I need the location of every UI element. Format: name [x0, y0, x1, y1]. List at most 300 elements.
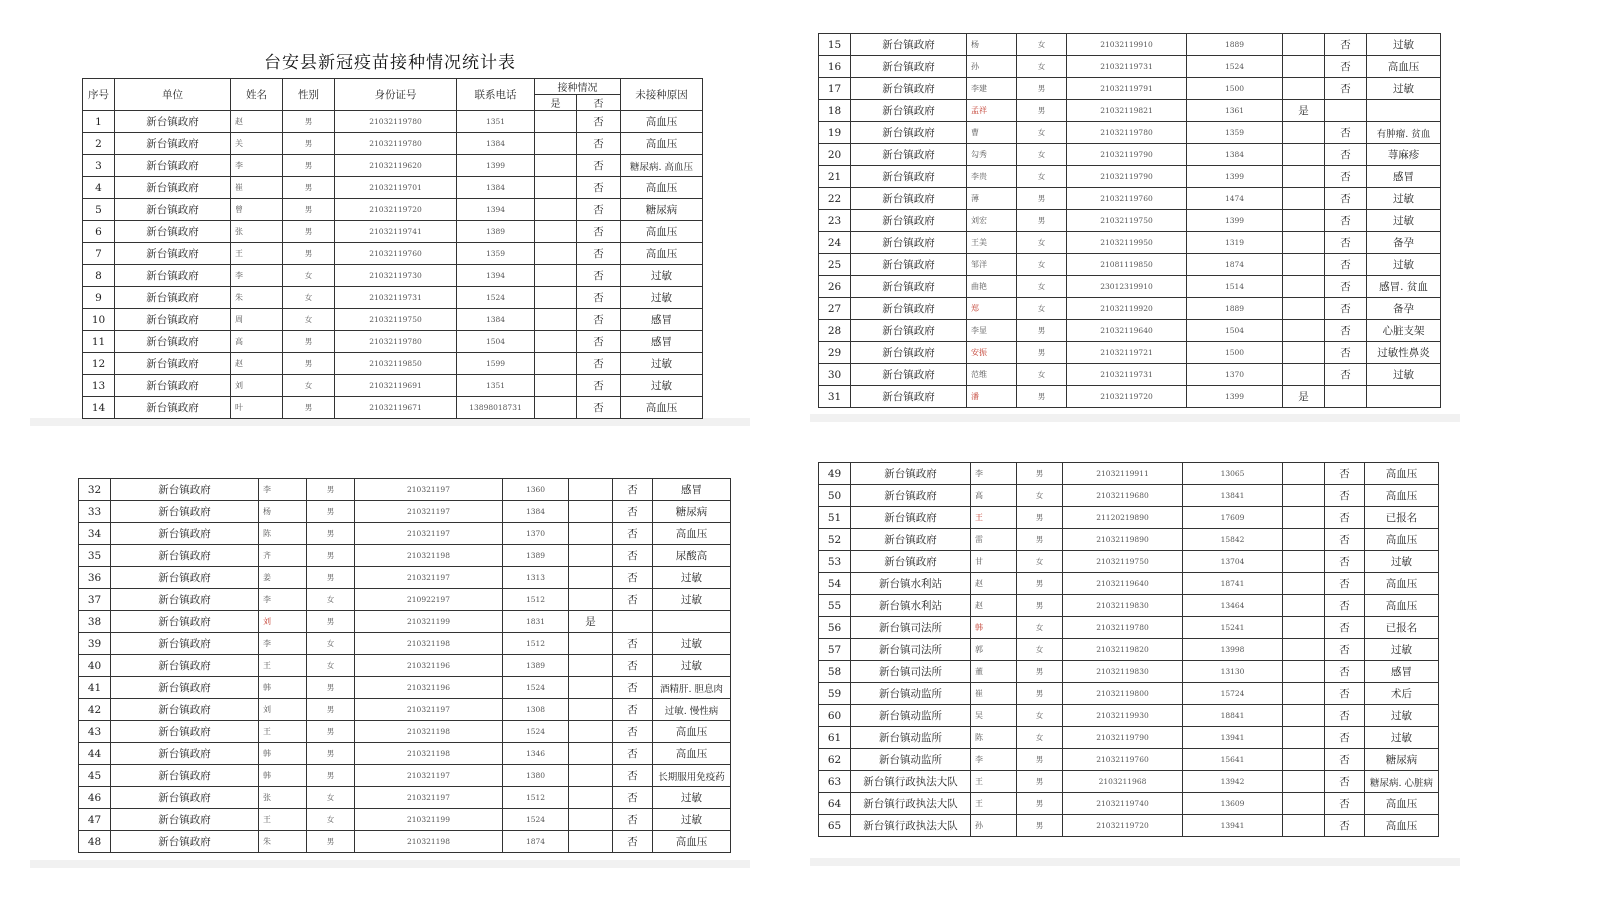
- cell-name: 勾秀: [967, 144, 1017, 166]
- cell-vaccinated-no: 否: [1325, 166, 1367, 188]
- cell-vaccinated-no: 否: [1325, 276, 1367, 298]
- cell-seq: 64: [819, 793, 851, 815]
- cell-reason: 高血压: [621, 111, 703, 133]
- cell-seq: 3: [83, 155, 115, 177]
- cell-name: 叶: [231, 397, 283, 419]
- cell-id-number: 21032119720: [335, 199, 457, 221]
- table-row: [819, 232, 1441, 254]
- cell-reason: 术后: [1365, 683, 1439, 705]
- cell-phone: 13941: [1183, 727, 1283, 749]
- cell-phone: 15241: [1183, 617, 1283, 639]
- cell-reason: 过敏: [1367, 254, 1441, 276]
- cell-reason: 高血压: [653, 523, 731, 545]
- cell-id-number: 21032119790: [1067, 144, 1187, 166]
- cell-vaccinated-yes: [1283, 507, 1325, 529]
- cell-vaccinated-yes: [1283, 144, 1325, 166]
- cell-vaccinated-no: 否: [1325, 815, 1365, 837]
- cell-unit: 新台镇政府: [111, 545, 259, 567]
- table-row: [819, 298, 1441, 320]
- cell-phone: 1351: [457, 111, 535, 133]
- cell-vaccinated-no: 否: [613, 523, 653, 545]
- cell-reason: 高血压: [1365, 595, 1439, 617]
- cell-gender: 女: [1017, 485, 1063, 507]
- cell-gender: 女: [283, 287, 335, 309]
- table-row: [83, 287, 703, 309]
- cell-name: 曲艳: [967, 276, 1017, 298]
- cell-vaccinated-no: 否: [577, 111, 621, 133]
- cell-phone: 1319: [1187, 232, 1283, 254]
- cell-id-number: 210321196: [355, 655, 503, 677]
- cell-gender: 女: [283, 375, 335, 397]
- table-row: [819, 507, 1439, 529]
- cell-unit: 新台镇政府: [851, 100, 967, 122]
- cell-gender: 男: [1017, 815, 1063, 837]
- cell-id-number: 21032119731: [1067, 364, 1187, 386]
- cell-vaccinated-no: 否: [1325, 342, 1367, 364]
- cell-vaccinated-no: 否: [577, 221, 621, 243]
- cell-gender: 男: [1017, 507, 1063, 529]
- cell-seq: 15: [819, 34, 851, 56]
- cell-gender: 女: [1017, 56, 1067, 78]
- cell-seq: 9: [83, 287, 115, 309]
- cell-id-number: 210321198: [355, 721, 503, 743]
- cell-reason: 高血压: [653, 831, 731, 853]
- cell-unit: 新台镇政府: [111, 611, 259, 633]
- cell-reason: 过敏: [653, 567, 731, 589]
- cell-name: 李贵: [967, 166, 1017, 188]
- cell-unit: 新台镇政府: [115, 221, 231, 243]
- cell-vaccinated-no: 否: [1325, 485, 1365, 507]
- cell-name: 李: [231, 155, 283, 177]
- cell-unit: 新台镇水利站: [851, 595, 971, 617]
- cell-unit: 新台镇政府: [115, 375, 231, 397]
- cell-name: 杨: [259, 501, 307, 523]
- cell-vaccinated-yes: [535, 397, 577, 419]
- cell-name: 高: [231, 331, 283, 353]
- cell-gender: 男: [307, 479, 355, 501]
- cell-vaccinated-yes: [1283, 749, 1325, 771]
- cell-id-number: 210321197: [355, 479, 503, 501]
- cell-reason: 高血压: [1365, 573, 1439, 595]
- cell-reason: 高血压: [1367, 56, 1441, 78]
- cell-id-number: 21032119760: [1063, 749, 1183, 771]
- cell-id-number: 21032119830: [1063, 661, 1183, 683]
- cell-vaccinated-yes: [1283, 232, 1325, 254]
- table-row: [79, 655, 731, 677]
- cell-gender: 男: [1017, 529, 1063, 551]
- cell-id-number: 21032119680: [1063, 485, 1183, 507]
- cell-unit: 新台镇水利站: [851, 573, 971, 595]
- cell-vaccinated-no: 否: [577, 397, 621, 419]
- cell-phone: 1394: [457, 265, 535, 287]
- cell-vaccinated-no: 否: [1325, 705, 1365, 727]
- cell-name: 王: [971, 507, 1017, 529]
- cell-name: 赵: [971, 595, 1017, 617]
- table-row: [819, 639, 1439, 661]
- cell-vaccinated-no: 否: [577, 287, 621, 309]
- cell-name: 张: [259, 787, 307, 809]
- cell-gender: 男: [1017, 749, 1063, 771]
- cell-seq: 11: [83, 331, 115, 353]
- cell-vaccinated-yes: [535, 111, 577, 133]
- cell-id-number: 21032119691: [335, 375, 457, 397]
- cell-seq: 23: [819, 210, 851, 232]
- cell-name: 薄: [967, 188, 1017, 210]
- cell-name: 潘: [967, 386, 1017, 408]
- cell-gender: 男: [283, 353, 335, 375]
- cell-vaccinated-yes: [1283, 595, 1325, 617]
- cell-seq: 35: [79, 545, 111, 567]
- cell-gender: 女: [1017, 617, 1063, 639]
- cell-name: 王: [259, 809, 307, 831]
- cell-vaccinated-no: 否: [613, 787, 653, 809]
- cell-reason: 已报名: [1365, 617, 1439, 639]
- cell-vaccinated-yes: 是: [1283, 386, 1325, 408]
- cell-vaccinated-yes: [1283, 342, 1325, 364]
- cell-vaccinated-yes: [569, 831, 613, 853]
- cell-unit: 新台镇政府: [851, 188, 967, 210]
- table-row: [819, 254, 1441, 276]
- cell-gender: 女: [1017, 551, 1063, 573]
- cell-seq: 17: [819, 78, 851, 100]
- cell-reason: 备孕: [1367, 298, 1441, 320]
- cell-id-number: 21032119780: [1063, 617, 1183, 639]
- cell-vaccinated-yes: [569, 523, 613, 545]
- cell-vaccinated-yes: [569, 589, 613, 611]
- cell-name: 李: [971, 749, 1017, 771]
- cell-reason: 过敏: [621, 265, 703, 287]
- cell-seq: 38: [79, 611, 111, 633]
- cell-seq: 5: [83, 199, 115, 221]
- cell-vaccinated-no: 否: [1325, 507, 1365, 529]
- cell-name: 范维: [967, 364, 1017, 386]
- cell-unit: 新台镇政府: [851, 364, 967, 386]
- cell-seq: 59: [819, 683, 851, 705]
- cell-id-number: 21032119790: [1067, 166, 1187, 188]
- cell-vaccinated-yes: [1283, 793, 1325, 815]
- cell-vaccinated-yes: [535, 177, 577, 199]
- cell-name: 王美: [967, 232, 1017, 254]
- cell-unit: 新台镇动监所: [851, 749, 971, 771]
- cell-gender: 男: [1017, 210, 1067, 232]
- table-row: [819, 485, 1439, 507]
- cell-seq: 6: [83, 221, 115, 243]
- cell-unit: 新台镇政府: [851, 56, 967, 78]
- cell-reason: 过敏: [1367, 78, 1441, 100]
- cell-seq: 44: [79, 743, 111, 765]
- cell-phone: 1384: [1187, 144, 1283, 166]
- cell-phone: 1370: [1187, 364, 1283, 386]
- cell-name: 安振: [967, 342, 1017, 364]
- cell-id-number: 21032119750: [1063, 551, 1183, 573]
- table-row: [819, 705, 1439, 727]
- cell-vaccinated-no: 否: [577, 353, 621, 375]
- cell-phone: 13464: [1183, 595, 1283, 617]
- cell-id-number: 21032119950: [1067, 232, 1187, 254]
- table-row: [83, 243, 703, 265]
- cell-reason: 过敏: [1365, 551, 1439, 573]
- cell-id-number: 21032119720: [1067, 386, 1187, 408]
- cell-id-number: 210321196: [355, 677, 503, 699]
- cell-id-number: 21032119930: [1063, 705, 1183, 727]
- cell-gender: 男: [307, 501, 355, 523]
- header-unit: 单位: [115, 79, 231, 111]
- cell-phone: 1361: [1187, 100, 1283, 122]
- table-row: [79, 523, 731, 545]
- table-row: [79, 567, 731, 589]
- cell-seq: 36: [79, 567, 111, 589]
- cell-name: 孙: [971, 815, 1017, 837]
- cell-unit: 新台镇政府: [111, 567, 259, 589]
- cell-vaccinated-no: 否: [613, 831, 653, 853]
- cell-gender: 男: [307, 831, 355, 853]
- cell-reason: 过敏: [1367, 210, 1441, 232]
- cell-id-number: 21032119640: [1063, 573, 1183, 595]
- cell-vaccinated-no: 否: [613, 633, 653, 655]
- table-row: [79, 765, 731, 787]
- cell-unit: 新台镇政府: [115, 199, 231, 221]
- cell-id-number: 210321199: [355, 809, 503, 831]
- cell-reason: 过敏: [653, 633, 731, 655]
- cell-id-number: 21032119760: [1067, 188, 1187, 210]
- cell-unit: 新台镇政府: [851, 507, 971, 529]
- cell-name: 李: [259, 633, 307, 655]
- cell-gender: 女: [1017, 727, 1063, 749]
- cell-unit: 新台镇政府: [851, 463, 971, 485]
- cell-vaccinated-no: [613, 611, 653, 633]
- cell-gender: 男: [283, 221, 335, 243]
- cell-seq: 1: [83, 111, 115, 133]
- cell-reason: 高血压: [1365, 463, 1439, 485]
- cell-reason: 过敏: [1367, 188, 1441, 210]
- cell-vaccinated-yes: [1283, 485, 1325, 507]
- cell-reason: 过敏: [653, 809, 731, 831]
- cell-vaccinated-yes: [535, 221, 577, 243]
- cell-gender: 女: [1017, 705, 1063, 727]
- cell-seq: 14: [83, 397, 115, 419]
- table-row: [79, 633, 731, 655]
- table-row: [819, 793, 1439, 815]
- cell-gender: 男: [283, 133, 335, 155]
- cell-seq: 60: [819, 705, 851, 727]
- cell-phone: 18841: [1183, 705, 1283, 727]
- cell-seq: 52: [819, 529, 851, 551]
- cell-unit: 新台镇行政执法大队: [851, 771, 971, 793]
- table-row: [83, 177, 703, 199]
- table-page-4: [818, 462, 1439, 837]
- cell-id-number: 210321199: [355, 611, 503, 633]
- cell-reason: 糖尿病: [621, 199, 703, 221]
- cell-vaccinated-yes: [569, 787, 613, 809]
- cell-gender: 男: [1017, 342, 1067, 364]
- cell-vaccinated-no: 否: [1325, 639, 1365, 661]
- cell-reason: 高血压: [653, 721, 731, 743]
- cell-phone: 1500: [1187, 342, 1283, 364]
- cell-gender: 女: [1017, 364, 1067, 386]
- cell-name: 李: [231, 265, 283, 287]
- cell-name: 王: [231, 243, 283, 265]
- cell-seq: 43: [79, 721, 111, 743]
- cell-unit: 新台镇政府: [851, 232, 967, 254]
- cell-reason: 过敏: [1367, 34, 1441, 56]
- page-shadow: [810, 414, 1460, 422]
- cell-id-number: 21032119780: [335, 133, 457, 155]
- cell-vaccinated-no: 否: [613, 545, 653, 567]
- cell-seq: 41: [79, 677, 111, 699]
- cell-vaccinated-no: 否: [1325, 771, 1365, 793]
- cell-id-number: 21032119911: [1063, 463, 1183, 485]
- cell-vaccinated-no: 否: [577, 155, 621, 177]
- cell-phone: 1889: [1187, 34, 1283, 56]
- table-row: [83, 375, 703, 397]
- cell-id-number: 210321198: [355, 633, 503, 655]
- table-row: [819, 617, 1439, 639]
- cell-name: 姜: [259, 567, 307, 589]
- cell-vaccinated-no: 否: [1325, 595, 1365, 617]
- cell-id-number: 21032119750: [1067, 210, 1187, 232]
- cell-seq: 40: [79, 655, 111, 677]
- cell-id-number: 210922197: [355, 589, 503, 611]
- cell-vaccinated-yes: [1283, 364, 1325, 386]
- header-reason: 未接种原因: [621, 79, 703, 111]
- cell-phone: 1474: [1187, 188, 1283, 210]
- cell-gender: 男: [307, 677, 355, 699]
- cell-vaccinated-no: 否: [1325, 188, 1367, 210]
- cell-unit: 新台镇司法所: [851, 617, 971, 639]
- cell-id-number: 21081119850: [1067, 254, 1187, 276]
- table-row: [83, 155, 703, 177]
- cell-unit: 新台镇政府: [111, 699, 259, 721]
- cell-vaccinated-no: 否: [577, 133, 621, 155]
- cell-vaccinated-no: 否: [613, 655, 653, 677]
- cell-gender: 男: [307, 611, 355, 633]
- cell-vaccinated-yes: [1283, 727, 1325, 749]
- cell-id-number: 21032119800: [1063, 683, 1183, 705]
- cell-name: 曾: [231, 199, 283, 221]
- cell-vaccinated-no: 否: [613, 567, 653, 589]
- cell-vaccinated-no: 否: [613, 765, 653, 787]
- cell-phone: 1512: [503, 589, 569, 611]
- cell-phone: 15724: [1183, 683, 1283, 705]
- cell-id-number: 210321197: [355, 567, 503, 589]
- cell-reason: 过敏: [1365, 639, 1439, 661]
- cell-reason: 心脏支架: [1367, 320, 1441, 342]
- table-row: [819, 815, 1439, 837]
- cell-vaccinated-no: 否: [1325, 232, 1367, 254]
- cell-name: 韩: [971, 617, 1017, 639]
- cell-phone: 13609: [1183, 793, 1283, 815]
- cell-id-number: 210321197: [355, 765, 503, 787]
- cell-name: 李建: [967, 78, 1017, 100]
- page-shadow: [810, 858, 1460, 866]
- cell-reason: 高血压: [621, 243, 703, 265]
- cell-seq: 21: [819, 166, 851, 188]
- table-row: [819, 771, 1439, 793]
- cell-vaccinated-no: 否: [613, 699, 653, 721]
- cell-vaccinated-no: 否: [577, 265, 621, 287]
- table-row: [83, 199, 703, 221]
- table-row: [83, 331, 703, 353]
- cell-id-number: 21032119671: [335, 397, 457, 419]
- cell-gender: 男: [283, 331, 335, 353]
- cell-id-number: 21032119760: [335, 243, 457, 265]
- cell-seq: 50: [819, 485, 851, 507]
- cell-vaccinated-yes: [1283, 771, 1325, 793]
- cell-phone: 18741: [1183, 573, 1283, 595]
- cell-unit: 新台镇政府: [851, 298, 967, 320]
- cell-vaccinated-yes: [535, 353, 577, 375]
- cell-phone: 13841: [1183, 485, 1283, 507]
- cell-name: 李: [971, 463, 1017, 485]
- cell-seq: 46: [79, 787, 111, 809]
- cell-phone: 1524: [1187, 56, 1283, 78]
- cell-reason: 感冒: [1365, 661, 1439, 683]
- cell-seq: 2: [83, 133, 115, 155]
- cell-name: 吴: [971, 705, 1017, 727]
- cell-gender: 女: [283, 265, 335, 287]
- cell-name: 王: [971, 793, 1017, 815]
- cell-unit: 新台镇政府: [115, 265, 231, 287]
- cell-phone: 1384: [503, 501, 569, 523]
- cell-phone: 1389: [457, 221, 535, 243]
- cell-vaccinated-yes: [535, 309, 577, 331]
- cell-seq: 48: [79, 831, 111, 853]
- cell-reason: 糖尿病: [653, 501, 731, 523]
- cell-phone: 1346: [503, 743, 569, 765]
- cell-id-number: 21032119731: [335, 287, 457, 309]
- cell-name: 赵: [231, 353, 283, 375]
- cell-name: 王: [259, 721, 307, 743]
- cell-vaccinated-yes: [535, 155, 577, 177]
- cell-name: 朱: [259, 831, 307, 853]
- cell-unit: 新台镇动监所: [851, 683, 971, 705]
- cell-reason: 感冒: [653, 479, 731, 501]
- cell-phone: 13998: [1183, 639, 1283, 661]
- table-row: [83, 353, 703, 375]
- cell-vaccinated-no: 否: [577, 243, 621, 265]
- cell-phone: 1500: [1187, 78, 1283, 100]
- cell-unit: 新台镇政府: [851, 166, 967, 188]
- cell-vaccinated-no: 否: [1325, 34, 1367, 56]
- cell-seq: 33: [79, 501, 111, 523]
- cell-reason: [1367, 100, 1441, 122]
- cell-unit: 新台镇政府: [851, 144, 967, 166]
- cell-gender: 男: [1017, 771, 1063, 793]
- cell-vaccinated-no: 否: [1325, 661, 1365, 683]
- cell-phone: 1384: [457, 177, 535, 199]
- cell-name: 孟祥: [967, 100, 1017, 122]
- cell-seq: 39: [79, 633, 111, 655]
- table-row: [83, 309, 703, 331]
- cell-vaccinated-yes: [569, 479, 613, 501]
- cell-name: 雷: [971, 529, 1017, 551]
- cell-name: 韩: [259, 677, 307, 699]
- cell-unit: 新台镇政府: [851, 254, 967, 276]
- cell-id-number: 21032119701: [335, 177, 457, 199]
- cell-seq: 4: [83, 177, 115, 199]
- cell-phone: 1394: [457, 199, 535, 221]
- cell-id-number: 21032119850: [335, 353, 457, 375]
- cell-unit: 新台镇政府: [851, 210, 967, 232]
- cell-vaccinated-no: 否: [613, 809, 653, 831]
- cell-id-number: 210321197: [355, 787, 503, 809]
- cell-unit: 新台镇政府: [111, 501, 259, 523]
- cell-vaccinated-no: 否: [577, 331, 621, 353]
- table-row: [819, 144, 1441, 166]
- cell-name: 甘: [971, 551, 1017, 573]
- cell-vaccinated-no: 否: [613, 721, 653, 743]
- cell-seq: 49: [819, 463, 851, 485]
